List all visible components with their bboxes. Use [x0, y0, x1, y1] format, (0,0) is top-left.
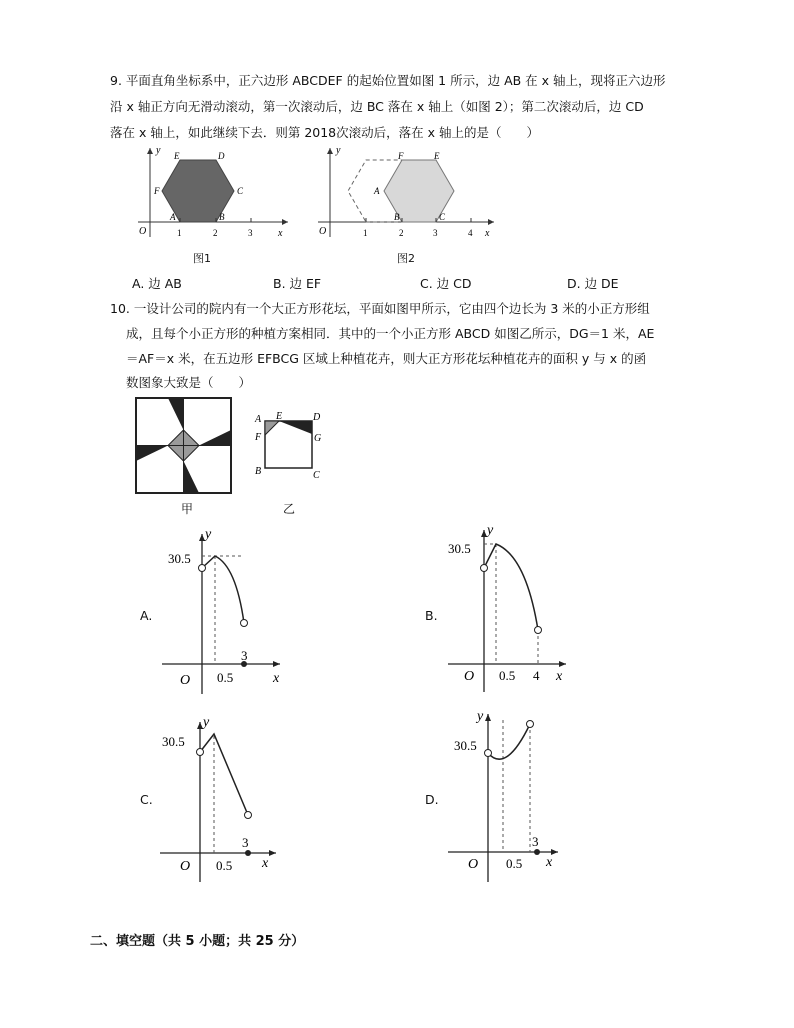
graph-b-option-label: B.	[425, 608, 438, 623]
y-label: y	[203, 715, 210, 730]
origin-label: O	[180, 673, 191, 688]
y-axis-arrow	[327, 148, 333, 154]
x-label: x	[546, 855, 553, 870]
x-label: x	[278, 228, 283, 239]
graph-b	[444, 522, 574, 697]
x-tick-2: 3	[532, 834, 539, 849]
y-label: y	[156, 145, 161, 156]
graph-c	[158, 712, 288, 887]
x-tick-1: 0.5	[499, 668, 516, 683]
q10-line-3: ＝AF＝x 米，在五边形 EFBCG 区域上种植花卉，则大正方形花坛种植花卉的面积 y 与 x 的函	[126, 351, 647, 366]
y-label: y	[477, 709, 484, 724]
vertex-e: E	[174, 151, 180, 161]
y-label: y	[487, 523, 494, 538]
q9-option-a: A. 边 AB	[132, 276, 182, 291]
q9-option-d: D. 边 DE	[567, 276, 619, 291]
label-c: C	[313, 470, 320, 481]
q10-figure-jia	[134, 396, 234, 496]
vertex-a: A	[374, 186, 380, 196]
graph-d	[446, 706, 576, 886]
q10-line-1: 10. 一设计公司的院内有一个大正方形花坛，平面如图甲所示，它由四个边长为 3 米的小正方形组	[110, 301, 650, 316]
x-axis-arrow	[282, 219, 288, 225]
q9-line-1: 9. 平面直角坐标系中，正六边形 ABCDEF 的起始位置如图 1 所示，边 AB 在 x 轴上，现将正六边形	[110, 73, 666, 88]
label-g: G	[314, 433, 322, 444]
fig1-caption: 图1	[193, 252, 211, 265]
origin-label: O	[468, 857, 479, 872]
y-axis-arrow	[147, 148, 153, 154]
origin-label: O	[180, 859, 191, 874]
graph-c-option-label: C.	[140, 792, 153, 807]
q10-line-2: 成，且每个小正方形的种植方案相同．其中的一个小正方形 ABCD 如图乙所示，DG＝1 米，AE	[126, 326, 655, 341]
y-tick: 30.5	[454, 738, 477, 753]
q10-line-4: 数图象大致是（ ）	[126, 375, 252, 390]
vertex-c: C	[237, 186, 244, 196]
tick-1: 1	[363, 228, 368, 238]
x-tick-2: 4	[533, 668, 540, 683]
graph-a-option-label: A.	[140, 608, 153, 623]
tick-4: 4	[468, 228, 473, 238]
q9-line-2: 沿 x 轴正方向无滑动滚动，第一次滚动后，边 BC 落在 x 轴上（如图 2）；第二次滚动后，边 CD	[110, 99, 644, 114]
x-label: x	[262, 856, 269, 871]
tick-1: 1	[177, 228, 182, 238]
origin-label: O	[139, 226, 147, 237]
vertex-f: F	[154, 186, 160, 196]
y-tick: 30.5	[448, 541, 471, 556]
vertex-b: B	[219, 212, 225, 222]
q9-line-3: 落在 x 轴上，如此继续下去．则第 2018次滚动后，落在 x 轴上的是（ ）	[110, 125, 539, 140]
y-tick: 30.5	[168, 551, 191, 566]
fig2-caption: 图2	[397, 252, 415, 265]
vertex-d: D	[218, 151, 225, 161]
tick-2: 2	[399, 228, 404, 238]
x-axis-arrow	[488, 219, 494, 225]
x-label: x	[273, 671, 280, 686]
label-d: D	[313, 412, 321, 423]
vertex-e: E	[434, 151, 440, 161]
q10-figure-yi	[252, 408, 327, 488]
fig-jia-caption: 甲	[181, 502, 194, 516]
label-b: B	[255, 466, 262, 477]
vertex-b: B	[394, 212, 400, 222]
label-f: F	[255, 432, 262, 443]
q9-figure-2	[312, 142, 502, 247]
section-2-title: 二、填空题（共 5 小题；共 25 分）	[90, 934, 305, 949]
x-label: x	[485, 228, 490, 239]
y-label: y	[205, 527, 212, 542]
vertex-a: A	[170, 212, 176, 222]
x-tick-2: 3	[242, 835, 249, 850]
x-label: x	[556, 669, 563, 684]
fig-yi-caption: 乙	[283, 502, 296, 516]
origin-label: O	[464, 669, 475, 684]
y-tick: 30.5	[162, 734, 185, 749]
graph-d-option-label: D.	[425, 792, 439, 807]
origin-label: O	[319, 226, 327, 237]
label-a: A	[255, 414, 262, 425]
q9-option-b: B. 边 EF	[273, 276, 322, 291]
tick-2: 2	[213, 228, 218, 238]
vertex-c: C	[439, 212, 446, 222]
label-e: E	[276, 411, 283, 422]
tick-3: 3	[433, 228, 438, 238]
tick-3: 3	[248, 228, 253, 238]
y-label: y	[336, 145, 341, 156]
x-tick-1: 0.5	[506, 856, 523, 871]
x-tick-2: 3	[241, 648, 248, 663]
x-tick-1: 0.5	[216, 858, 233, 873]
graph-a	[158, 526, 288, 701]
q9-option-c: C. 边 CD	[420, 276, 472, 291]
vertex-f: F	[398, 151, 404, 161]
q9-figure-1	[130, 142, 300, 247]
x-tick-1: 0.5	[217, 670, 234, 685]
